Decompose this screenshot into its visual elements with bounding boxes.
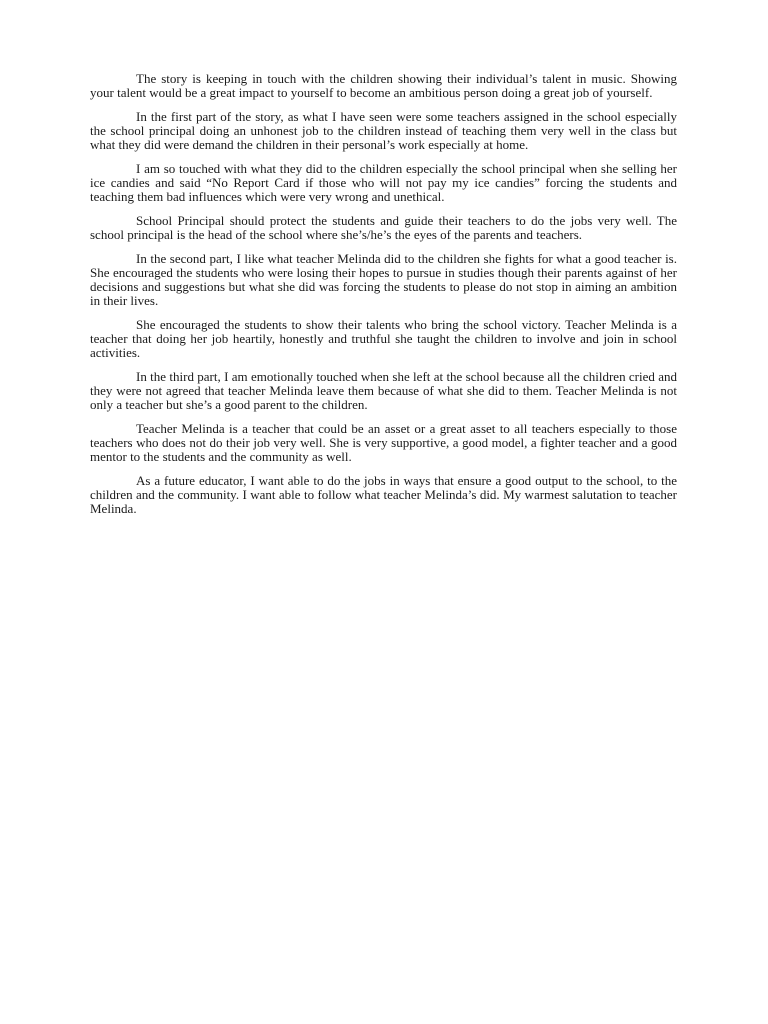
paragraph-2: In the first part of the story, as what I have seen were some teachers assigned in the school especially the school principal doing an unhonest job to the children instead of teaching them very well in the class but what they did were demand the children in their personal’s work especially at home. <box>90 109 677 152</box>
paragraph-3: I am so touched with what they did to the children especially the school principal when she selling her ice candies and said “No Report Card if those who will not pay my ice candies” forcing the students and teaching them bad influences which were very wrong and unethical. <box>90 161 677 204</box>
paragraph-1: The story is keeping in touch with the children showing their individual’s talent in music. Showing your talent would be a great impact to yourself to become an ambitious person doing a great job of yourself. <box>90 71 677 100</box>
document-body <box>90 72 677 526</box>
paragraph-5: In the second part, I like what teacher Melinda did to the children she fights for what a good teacher is. She encouraged the students who were losing their hopes to pursue in studies though their parents against of her decisions and suggestions but what she did was forcing the students to please do not stop in aiming an ambition in their lives. <box>90 251 677 308</box>
paragraph-7: In the third part, I am emotionally touched when she left at the school because all the children cried and they were not agreed that teacher Melinda leave them because of what she did to them. Teacher Melinda is not only a teacher but she’s a good parent to the children. <box>90 369 677 412</box>
paragraph-9: As a future educator, I want able to do the jobs in ways that ensure a good output to the school, to the children and the community. I want able to follow what teacher Melinda’s did. My warmest salutation to teacher Melinda. <box>90 473 677 516</box>
paragraph-8: Teacher Melinda is a teacher that could be an asset or a great asset to all teachers especially to those teachers who does not do their job very well. She is very supportive, a good model, a fighter teacher and a good mentor to the students and the community as well. <box>90 421 677 464</box>
paragraph-6: She encouraged the students to show their talents who bring the school victory. Teacher Melinda is a teacher that doing her job heartily, honestly and truthful she taught the children to involve and join in school activities. <box>90 317 677 360</box>
paragraph-4: School Principal should protect the students and guide their teachers to do the jobs very well. The school principal is the head of the school where she’s/he’s the eyes of the parents and teachers. <box>90 213 677 242</box>
